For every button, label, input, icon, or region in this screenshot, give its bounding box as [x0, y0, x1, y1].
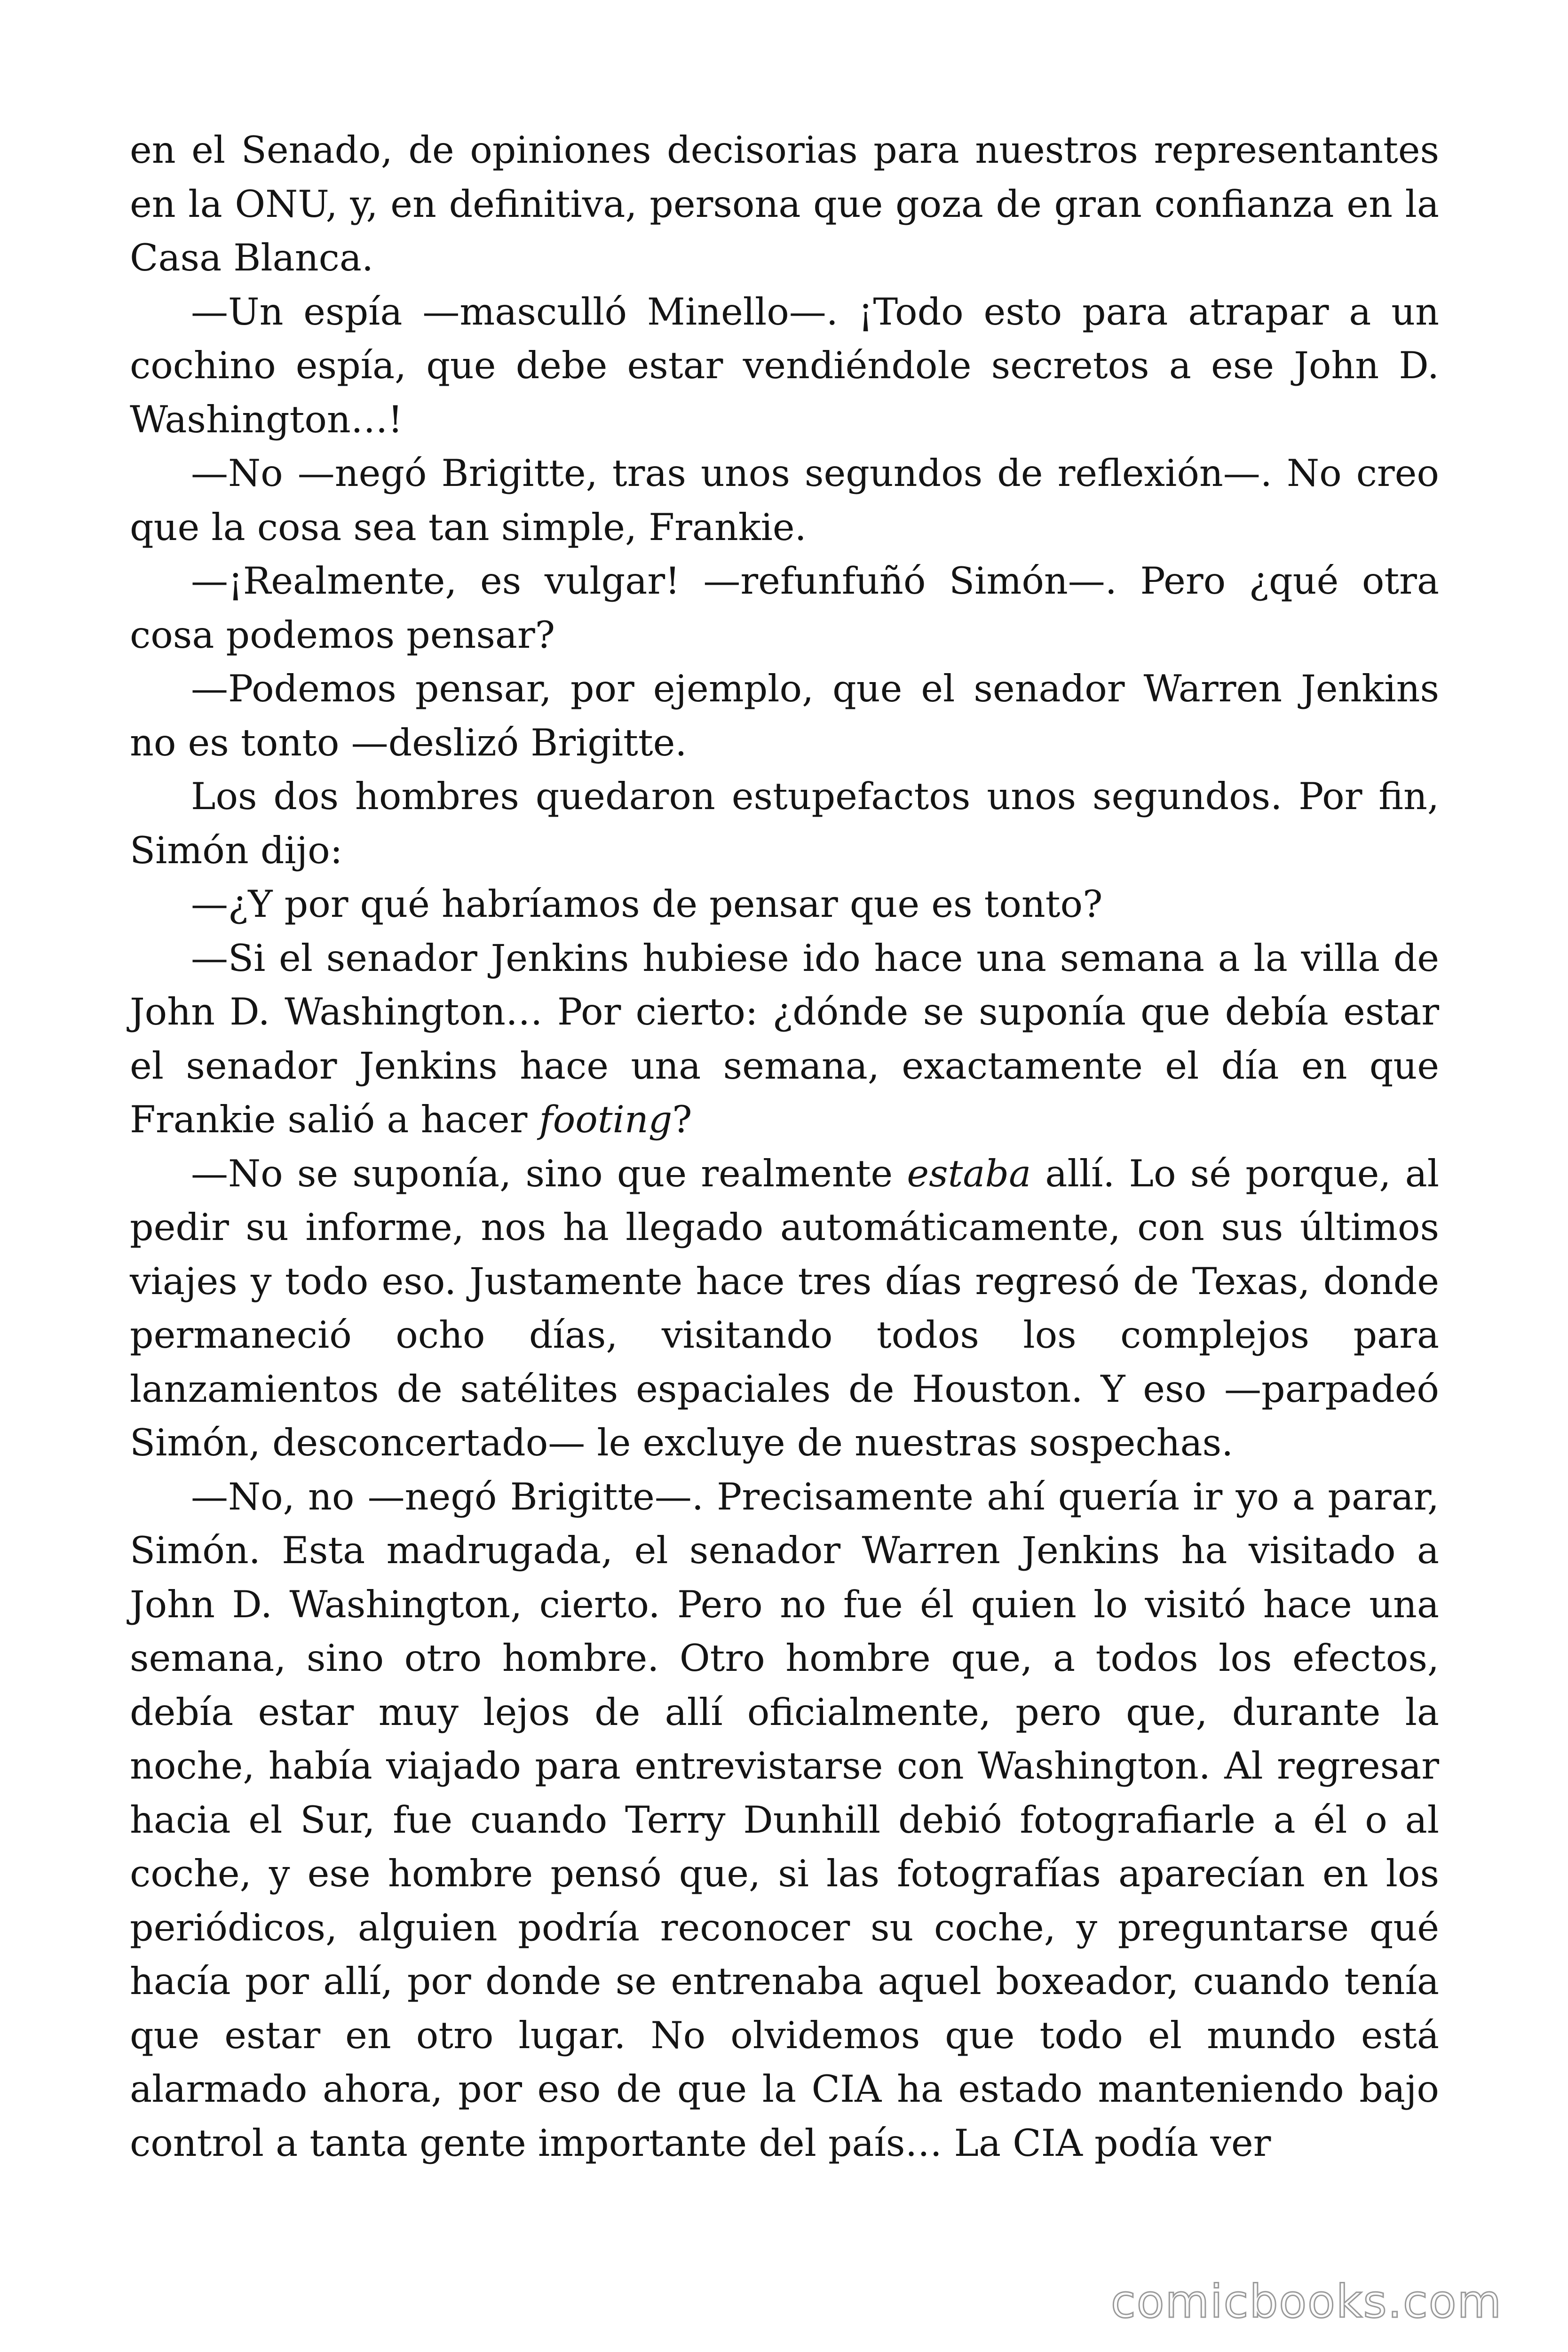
paragraph-10: —No, no —negó Brigitte—. Precisamente ahí quería ir yo a parar, Simón. Esta madrugada, el senador Warren Jenkins ha visitado a John D. Washington, cierto. Pero no fue él quien lo visitó hace una semana, sino otro hombre. Otro hombre que, a todos los efectos, debía estar muy lejos de allí oficialmente, pero que, durante la noche, había viajado para entrevistarse con Washington. Al regresar hacia el Sur, fue cuando Terry Dunhill debió fotografiarle a él o al coche, y ese hombre pensó que, si las fotografías aparecían en los periódicos, alguien podría reconocer su coche, y preguntarse qué hacía por allí, por donde se entrenaba aquel boxeador, cuando tenía que estar en otro lugar. No olvidemos que todo el mundo está alarmado ahora, por eso de que la CIA ha estado manteniendo bajo control a tanta gente importante del país… La CIA podía ver	[130, 1475, 1439, 2165]
paragraph-9	[130, 1147, 1439, 1470]
paragraph-5: —Podemos pensar, por ejemplo, que el senador Warren Jenkins no es tonto —deslizó Brigitte.	[130, 667, 1439, 764]
paragraph-3: —No —negó Brigitte, tras unos segundos de reflexión—. No creo que la cosa sea tan simple, Frankie.	[130, 452, 1439, 549]
paragraph-9-italic-word: estaba	[907, 1152, 1031, 1195]
watermark: comicbooks.com	[1110, 2275, 1502, 2328]
paragraph-6: Los dos hombres quedaron estupefactos unos segundos. Por fin, Simón dijo:	[130, 775, 1439, 872]
paragraph-9-text-start: —No se suponía, sino que realmente	[191, 1152, 907, 1195]
paragraph-7: —¿Y por qué habríamos de pensar que es tonto?	[191, 882, 1103, 926]
paragraph-4: —¡Realmente, es vulgar! —refunfuñó Simón—. Pero ¿qué otra cosa podemos pensar?	[130, 559, 1439, 657]
paragraph-9-text-end: allí. Lo sé porque, al pedir su informe, nos ha llegado automáticamente, con sus últimos viajes y todo eso. Justamente hace tres días regresó de Texas, donde permaneció ocho días, visitando todos los complejos para lanzamientos de satélites espaciales de Houston. Y eso —parpadeó Simón, desconcertado— le excluye de nuestras sospechas.	[130, 1152, 1440, 1464]
body-text	[130, 123, 1439, 2170]
paragraph-8	[130, 931, 1439, 1147]
paragraph-8-text-start: —Si el senador Jenkins hubiese ido hace una semana a la villa de John D. Washington… Por cierto: ¿dónde se suponía que debía estar el senador Jenkins hace una semana, exactamente el día en que Frankie salió a hacer	[130, 936, 1439, 1141]
paragraph-8-italic-word: footing	[539, 1098, 673, 1141]
paragraph-1: en el Senado, de opiniones decisorias para nuestros representantes en la ONU, y, en definitiva, persona que goza de gran confianza en la Casa Blanca.	[130, 128, 1439, 279]
paragraph-2: —Un espía —masculló Minello—. ¡Todo esto para atrapar a un cochino espía, que debe estar vendiéndole secretos a ese John D. Washington…!	[130, 290, 1439, 441]
paragraph-8-text-end: ?	[672, 1098, 692, 1141]
